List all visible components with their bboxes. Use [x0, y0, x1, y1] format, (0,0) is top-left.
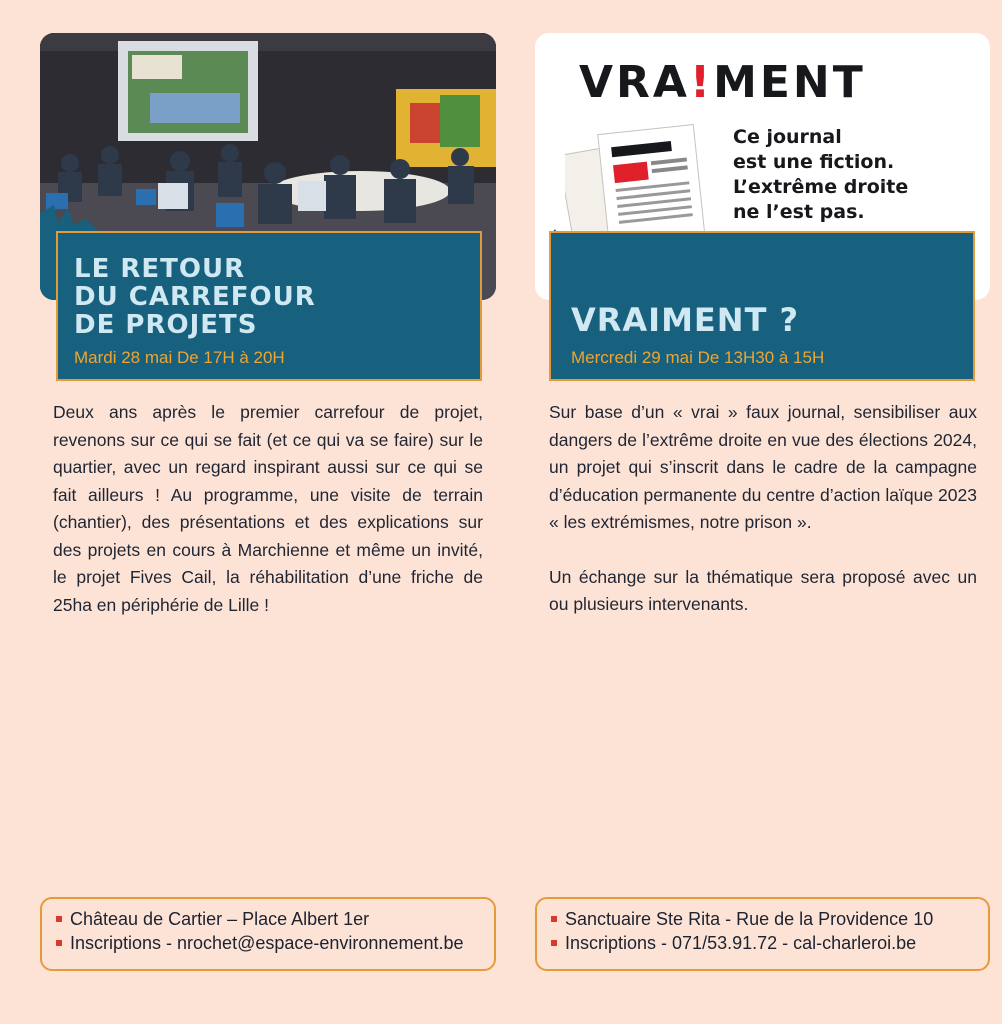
left-title-line-2: DU CARREFOUR: [74, 282, 316, 312]
right-title-banner: [549, 231, 975, 381]
right-title: VRAIMENT ?: [571, 301, 800, 339]
right-paragraph-1: Sur base d’un « vrai » faux journal, sensibiliser aux dangers de l’extrême droite en vue des élections 2024, un projet qui s’inscrit dans le cadre de la campagne d’éducation permanente du centre d’action laïque 2023 « les extrémismes, notre prison ».: [549, 402, 977, 532]
left-title-line-3: DE PROJETS: [74, 310, 258, 340]
tagline-line-4: ne l’est pas.: [733, 201, 865, 223]
poster-tagline: [733, 125, 908, 225]
logo-text-b: MENT: [713, 57, 866, 108]
bullet-icon: [551, 940, 557, 946]
left-registration-line: [56, 931, 494, 955]
left-title-line-1: LE RETOUR: [74, 254, 246, 284]
left-title: [74, 255, 316, 339]
right-location: Sanctuaire Ste Rita - Rue de la Providence 10: [565, 909, 934, 929]
logo-bang: !: [690, 57, 714, 108]
right-paragraph-2: Un échange sur la thématique sera proposé avec un ou plusieurs intervenants.: [549, 566, 977, 614]
right-location-line: [551, 907, 988, 931]
left-title-banner: [56, 231, 482, 381]
left-description: [53, 399, 483, 619]
left-location: Château de Cartier – Place Albert 1er: [70, 909, 370, 929]
tagline-line-1: Ce journal: [733, 126, 842, 148]
left-paragraph: Deux ans après le premier carrefour de projet, revenons sur ce qui se fait (et ce qui va se faire) sur le quartier, avec un regard inspirant aussi sur ce qui se fait ailleurs ! Au programme, une visite de terrain (chantier), des présentations et des explications sur des projets en cours à Marchienne et même un invité, le projet Fives Cail, la réhabilitation d’une friche de 25ha en périphérie de Lille !: [53, 402, 483, 615]
right-registration: Inscriptions - 071/53.91.72 - cal-charleroi.be: [565, 933, 917, 953]
tagline-line-3: L’extrême droite: [733, 176, 909, 198]
bullet-icon: [56, 940, 62, 946]
right-registration-line: [551, 931, 988, 955]
left-info-box: [40, 897, 496, 971]
right-description: [549, 399, 977, 619]
tagline-line-2: est une fiction.: [733, 151, 895, 173]
logo-text-a: VRA: [579, 57, 690, 108]
vraiment-logo: [579, 57, 866, 108]
left-location-line: [56, 907, 494, 931]
bullet-icon: [56, 916, 62, 922]
bullet-icon: [551, 916, 557, 922]
right-info-box: [535, 897, 990, 971]
left-registration: Inscriptions - nrochet@espace-environnement.be: [70, 933, 464, 953]
right-date: Mercredi 29 mai De 13H30 à 15H: [571, 348, 825, 367]
left-date: Mardi 28 mai De 17H à 20H: [74, 348, 285, 367]
